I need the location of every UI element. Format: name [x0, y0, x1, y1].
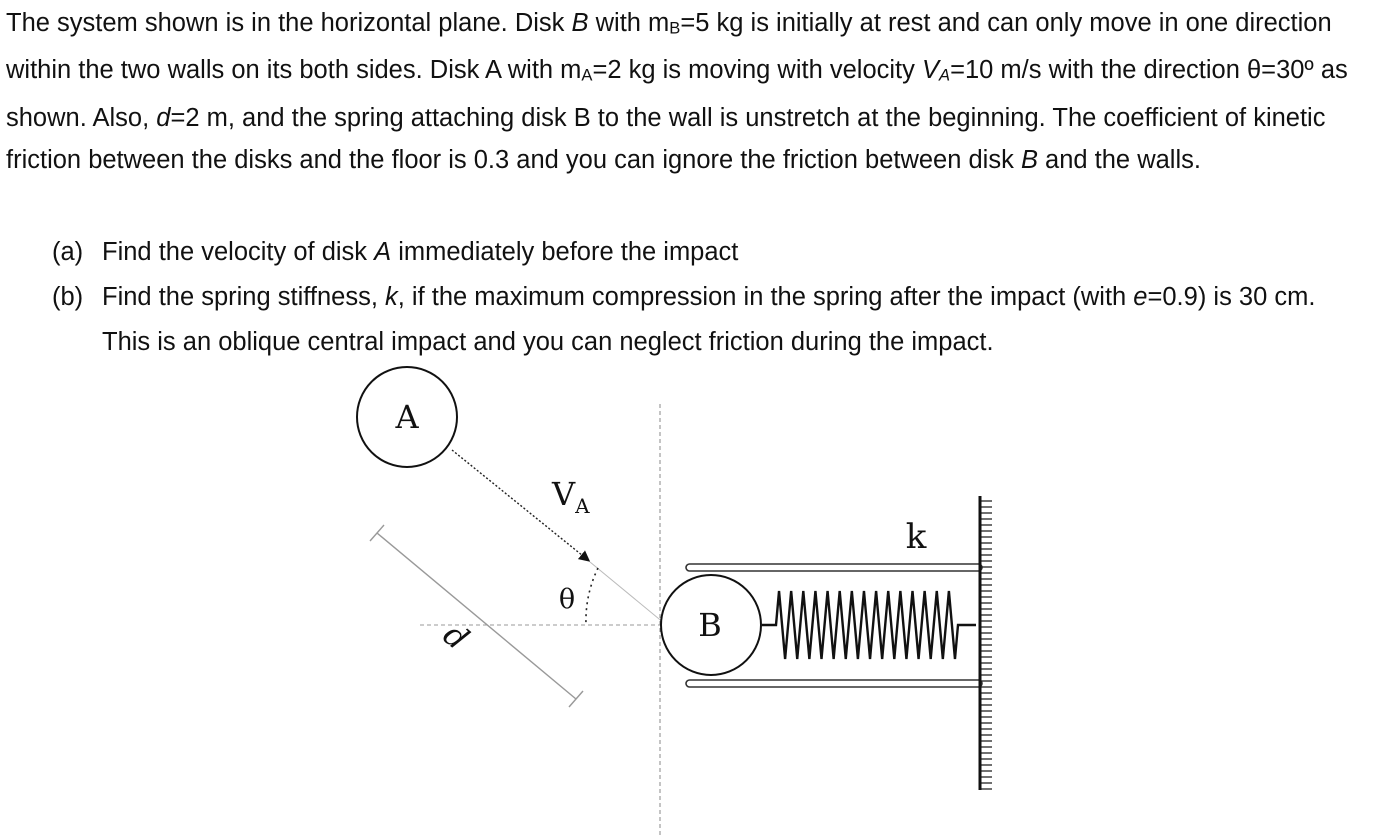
distance-dimension-line	[377, 533, 576, 699]
impact-line	[590, 562, 670, 628]
velocity-label: $V_A$	[552, 475, 590, 518]
theta-label: θ	[558, 584, 576, 615]
distance-label: d	[436, 615, 477, 658]
upper-guide-wall	[686, 564, 982, 571]
theta-arc	[586, 568, 598, 625]
question-b: (b) Find the spring stiffness, k, if the maximum compression in the spring after the impact (with e=0.9) is 30 cm. This is an oblique central impact and you can neglect friction during the impact.	[52, 275, 1370, 365]
spring	[762, 591, 976, 659]
disk-b-label: B	[698, 606, 722, 644]
lower-guide-wall	[686, 680, 982, 687]
question-marker: (b)	[52, 283, 84, 311]
spring-label: k	[905, 517, 927, 557]
distance-tick-start	[370, 525, 384, 541]
question-a: (a) Find the velocity of disk A immediately before the impact	[52, 230, 1370, 275]
disk-a-label: A	[395, 398, 419, 436]
question-marker: (a)	[52, 238, 84, 266]
problem-paragraph: The system shown is in the horizontal plane. Disk B with $m_B=5$ kg is initially at rest and can only move in one direction within the two walls on its both sides. Disk A with $m_A=2$ kg is moving with velocity $V_A=10$ m/s with the direction θ=30º as shown. Also, d=2 m, and the spring attaching disk B to the wall is unstretch at the beginning. The coefficient of kinetic friction between the disks and the floor is 0.3 and you can ignore the friction between disk B and the walls.	[6, 9, 1348, 174]
fixed-wall-hatch	[980, 496, 992, 790]
distance-tick-end	[569, 691, 583, 707]
